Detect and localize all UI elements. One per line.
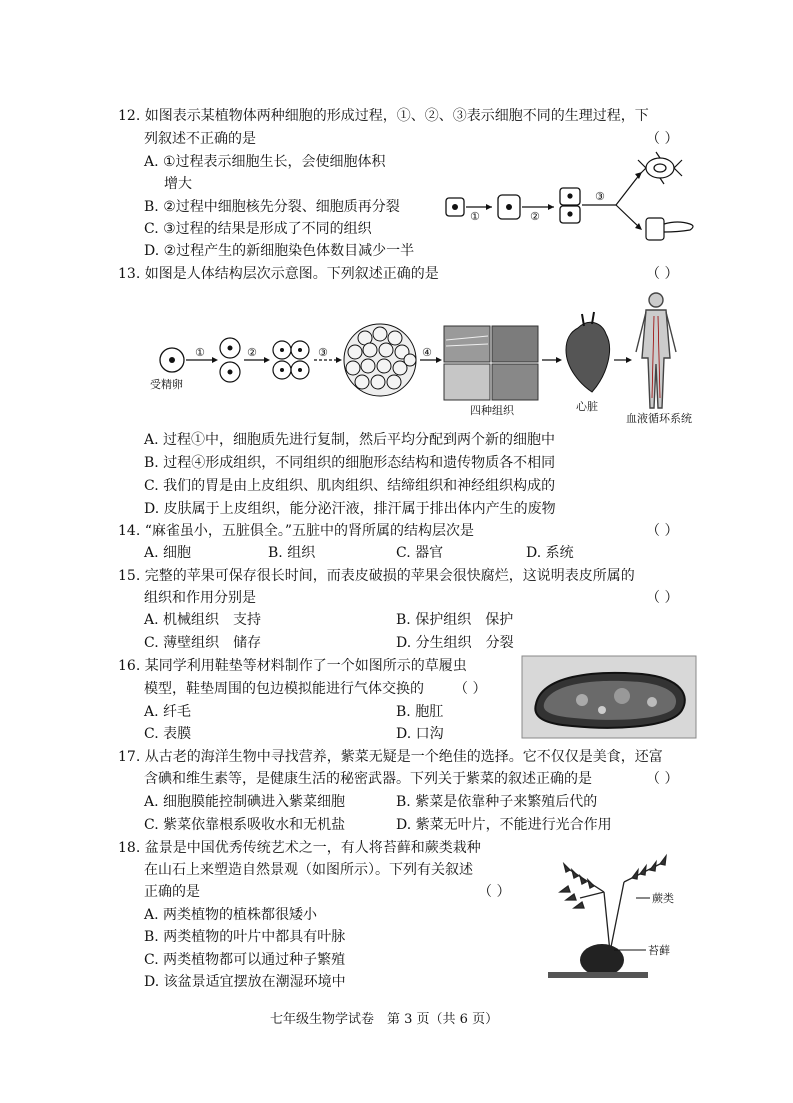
q13-heart-image xyxy=(566,312,610,392)
q14-option-d: D. 系统 xyxy=(526,545,574,561)
q13-label-four-tissues: 四种组织 xyxy=(470,404,514,417)
q17-option-d: D. 紫菜无叶片，不能进行光合作用 xyxy=(396,817,612,833)
q16-stem-line1: 16. 某同学利用鞋垫等材料制作了一个如图所示的草履虫 xyxy=(118,658,467,674)
q13-stem: 13. 如图是人体结构层次示意图。下列叙述正确的是 xyxy=(118,266,439,282)
q14-option-b: B. 组织 xyxy=(268,545,316,561)
q18-stem-line1: 18. 盆景是中国优秀传统艺术之一，有人将苔藓和蕨类栽种 xyxy=(118,840,481,856)
q14-stem: 14. “麻雀虽小，五脏俱全。”五脏中的肾所属的结构层次是 xyxy=(118,523,475,539)
q15-stem-line2: 组织和作用分别是 xyxy=(144,590,256,606)
q13-label-heart: 心脏 xyxy=(576,400,598,413)
q12-option-c: C. ③过程的结果是形成了不同的组织 xyxy=(144,221,372,237)
q16-option-d: D. 口沟 xyxy=(396,726,444,742)
q16-answer-paren: （ ） xyxy=(454,681,487,697)
q13-tissue-images xyxy=(444,326,538,400)
q16-option-a: A. 纤毛 xyxy=(144,704,192,720)
q13-four-cells xyxy=(273,341,309,379)
q17-option-c: C. 紫菜依靠根系吸收水和无机盐 xyxy=(144,817,346,833)
q18-label-moss: 苔藓 xyxy=(648,944,670,957)
q15-option-b: B. 保护组织 保护 xyxy=(396,612,514,628)
q14-option-a: A. 细胞 xyxy=(144,545,192,561)
q17-stem-line1: 17. 从古老的海洋生物中寻找营养，紫菜无疑是一个绝佳的选择。它不仅仅是美食，还富 xyxy=(118,749,663,765)
q17-stem-line2: 含碘和维生素等，是健康生活的秘密武器。下列关于紫菜的叙述正确的是 xyxy=(144,771,592,787)
q13-option-b: B. 过程④形成组织，不同组织的细胞形态结构和遗传物质各不相同 xyxy=(144,455,556,471)
q16-option-b: B. 胞肛 xyxy=(396,704,444,720)
q17-option-a: A. 细胞膜能控制碘进入紫菜细胞 xyxy=(144,794,346,810)
q13-step-3: ③ xyxy=(318,346,328,359)
q17-option-b: B. 紫菜是依靠种子来繁殖后代的 xyxy=(396,794,598,810)
q18-tray xyxy=(548,972,648,978)
q13-label-fertilized-egg: 受精卵 xyxy=(150,378,183,391)
q12-step-2: ② xyxy=(530,210,540,223)
q18-rock xyxy=(580,944,624,976)
q12-option-a: A. ①过程表示细胞生长，会使细胞体积 xyxy=(144,154,386,170)
q13-step-2: ② xyxy=(247,346,257,359)
q15-option-c: C. 薄壁组织 储存 xyxy=(144,635,262,651)
q17-answer-paren: （ ） xyxy=(646,771,679,787)
q13-option-d: D. 皮肤属于上皮组织，能分泌汗液，排汗属于排出体内产生的废物 xyxy=(144,501,556,517)
q12-option-b: B. ②过程中细胞核先分裂、细胞质再分裂 xyxy=(144,199,400,215)
q12-option-d: D. ②过程产生的新细胞染色体数目减少一半 xyxy=(144,243,415,259)
page-footer: 七年级生物学试卷 第 3 页（共 6 页） xyxy=(270,1012,499,1027)
q13-label-circulatory: 血液循环系统 xyxy=(626,412,692,425)
q12-option-a-cont: 增大 xyxy=(164,176,192,192)
q12-stem-line1: 12. 如图表示某植物体两种细胞的形成过程，①、②、③表示细胞不同的生理过程，下 xyxy=(118,108,649,124)
q18-bonsai-diagram xyxy=(540,852,700,982)
q12-step-1: ① xyxy=(470,210,480,223)
q18-stem-line2: 在山石上来塑造自然景观（如图所示）。下列有关叙述 xyxy=(144,862,473,878)
q12-cell-diagram xyxy=(440,148,700,248)
q13-step-1: ① xyxy=(195,346,205,359)
q18-fern-plant xyxy=(560,856,666,952)
q13-human-circulatory-image xyxy=(636,293,676,408)
q15-stem-line1: 15. 完整的苹果可保存很长时间，而表皮破损的苹果会很快腐烂，这说明表皮所属的 xyxy=(118,568,635,584)
q18-label-fern: 蕨类 xyxy=(652,892,674,905)
q18-option-d: D. 该盆景适宜摆放在潮湿环境中 xyxy=(144,974,346,990)
q18-option-b: B. 两类植物的叶片中都具有叶脉 xyxy=(144,929,346,945)
q15-answer-paren: （ ） xyxy=(646,590,679,606)
q13-structure-diagram xyxy=(140,288,700,428)
q13-answer-paren: （ ） xyxy=(646,266,679,282)
q13-cell-mass xyxy=(344,324,416,396)
q13-option-a: A. 过程①中，细胞质先进行复制，然后平均分配到两个新的细胞中 xyxy=(144,432,556,448)
q12-root-hair-cell xyxy=(646,218,693,240)
q15-option-a: A. 机械组织 支持 xyxy=(144,612,262,628)
q13-option-c: C. 我们的胃是由上皮组织、肌肉组织、结缔组织和神经组织构成的 xyxy=(144,478,556,494)
q18-option-a: A. 两类植物的植株都很矮小 xyxy=(144,907,318,923)
q15-option-d: D. 分生组织 分裂 xyxy=(396,635,514,651)
q12-stomata-cell xyxy=(638,152,682,184)
q18-stem-line3: 正确的是 xyxy=(144,884,200,900)
q14-option-c: C. 器官 xyxy=(396,545,444,561)
q14-answer-paren: （ ） xyxy=(646,523,679,539)
q12-answer-paren: （ ） xyxy=(646,131,679,147)
q12-stem-line2: 列叙述不正确的是 xyxy=(144,131,256,147)
q12-step-3: ③ xyxy=(595,190,605,203)
q16-paramecium-model-photo xyxy=(522,656,696,738)
q16-stem-line2: 模型，鞋垫周围的包边模拟能进行气体交换的 xyxy=(144,681,424,697)
q18-option-c: C. 两类植物都可以通过种子繁殖 xyxy=(144,952,346,968)
q16-option-c: C. 表膜 xyxy=(144,726,192,742)
q13-step-4: ④ xyxy=(422,346,432,359)
q18-answer-paren: （ ） xyxy=(478,884,511,900)
